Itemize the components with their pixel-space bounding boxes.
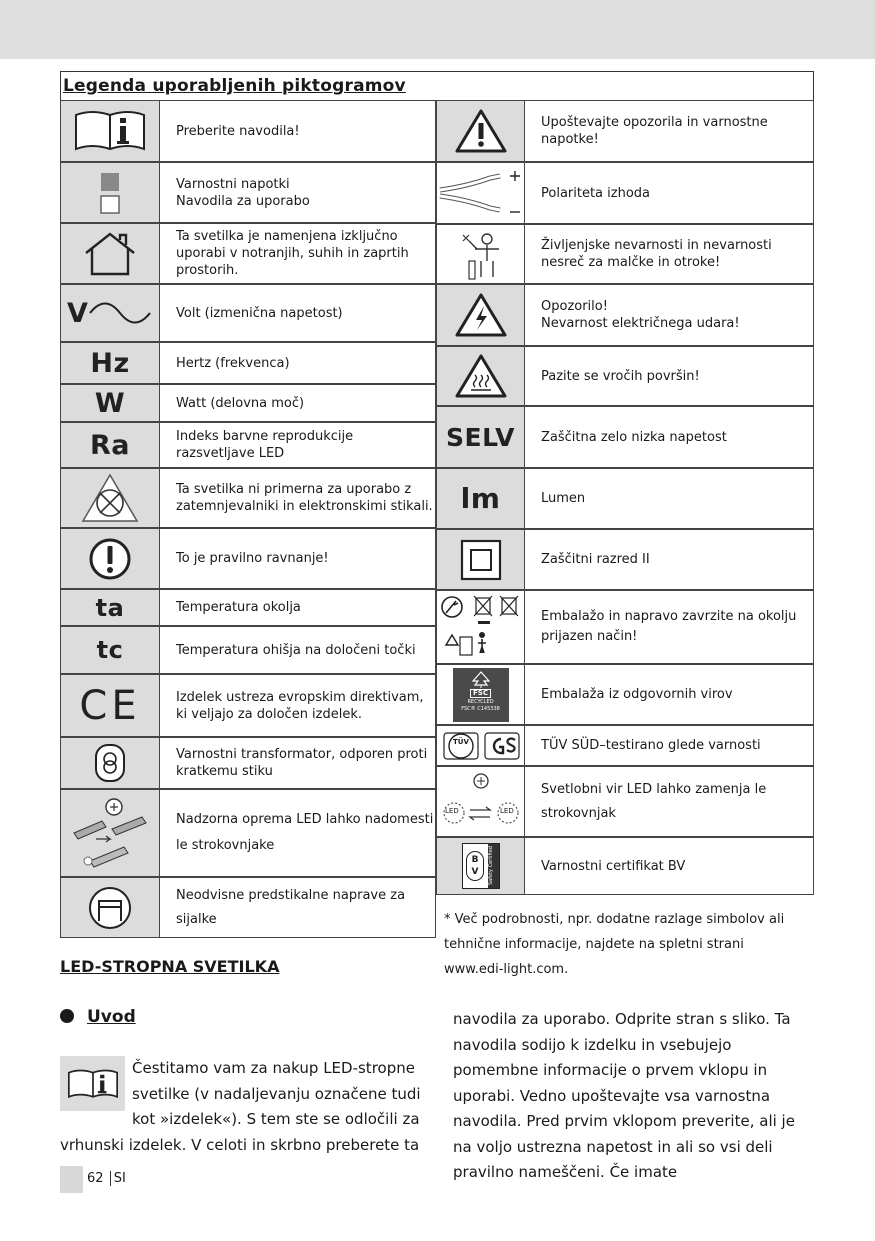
watt-symbol: W — [94, 387, 126, 419]
page-num: 62 — [87, 1171, 104, 1186]
legend-text: Lumen — [525, 468, 814, 529]
independent-ballast-icon — [60, 877, 160, 938]
legend-text: Watt (delovna moč) — [160, 384, 436, 422]
page-number — [87, 1171, 126, 1186]
bullet-icon — [60, 1009, 74, 1023]
bv-logo — [462, 843, 500, 889]
ce-symbol: CE — [79, 682, 141, 729]
exclamation-circle-icon — [60, 528, 160, 589]
bv-side-label: Safety Certified — [488, 844, 499, 888]
safety-squares-icon — [60, 162, 160, 223]
led-control-gear-icon — [60, 789, 160, 877]
page-marker — [60, 1166, 83, 1193]
led-replace-icon — [436, 766, 525, 837]
hot-surface-icon — [436, 346, 525, 406]
legend-text: Ta svetilka je namenjena izključno uporabi v notranjih, suhih in zaprtih prostorih. — [160, 223, 436, 284]
book-info-icon — [60, 100, 160, 162]
no-dimmer-icon — [60, 468, 160, 528]
ce-mark-icon — [60, 674, 160, 737]
legend-text: Ta svetilka ni primerna za uporabo z zatemnjevalniki in elektronskimi stikali. — [160, 468, 436, 528]
protection-class-2-icon — [436, 529, 525, 590]
subsection-title: Uvod — [87, 1007, 136, 1027]
child-hazard-icon — [436, 224, 525, 284]
lumen-symbol: lm — [460, 482, 501, 515]
tc-icon — [60, 626, 160, 674]
legend-text: To je pravilno ravnanje! — [160, 528, 436, 589]
tuv-gs-icon — [436, 725, 525, 766]
fsc-logo — [453, 668, 509, 722]
icon-spacer — [60, 1056, 132, 1132]
legend-text: Embalaža iz odgovornih virov — [525, 664, 814, 725]
legend-text: Upoštevajte opozorila in varnostne napotke! — [525, 100, 814, 162]
lumen-icon — [436, 468, 525, 529]
electric-shock-icon — [436, 284, 525, 346]
ra-icon — [60, 422, 160, 468]
intro-right-text: navodila za uporabo. Odprite stran s sliko. Ta navodila sodijo k izdelku in vsebujejo pomembne informacije o prvem vklopu in uporabi. Vedno upoštevajte vsa varnostna navodila. Pred prvim vklopom preverite, ali je na voljo ustrezna napetost in ali so vsi deli pravilno nameščeni. Če imate — [453, 1010, 795, 1181]
legend-text: Zaščitna zelo nizka napetost — [525, 406, 814, 468]
volt-ac-icon — [60, 284, 160, 342]
bv-cert-icon — [436, 837, 525, 895]
recycling-disposal-icon — [436, 590, 525, 664]
legend-text: Varnostni certifikat BV — [525, 837, 814, 895]
ra-symbol: Ra — [89, 429, 130, 461]
legend-text: Izdelek ustreza evropskim direktivam, ki veljajo za določen izdelek. — [160, 674, 436, 737]
legend-text: Indeks barvne reprodukcije razsvetljave LED — [160, 422, 436, 468]
hertz-icon — [60, 342, 160, 384]
tuv-label: TÜV — [453, 738, 469, 746]
legend-title: Legenda uporabljenih piktogramov — [63, 76, 406, 96]
legend-text: Varnostni napotki Navodila za uporabo — [160, 162, 436, 223]
led-label-left: LED — [445, 807, 459, 815]
section-title: LED-STROPNA SVETILKA — [60, 957, 280, 976]
fsc-code: FSC® C145338 — [461, 705, 500, 712]
bv-label: B V — [466, 851, 484, 881]
legend-text: Svetlobni vir LED lahko zamenja le strokovnjak — [525, 766, 814, 837]
warning-triangle-icon — [436, 100, 525, 162]
safety-transformer-icon — [60, 737, 160, 789]
legend-text: Polariteta izhoda — [525, 162, 814, 224]
legend-text: Temperatura okolja — [160, 589, 436, 626]
tc-symbol: tc — [96, 636, 124, 664]
legend-header — [60, 71, 814, 100]
legend-footnote: * Več podrobnosti, npr. dodatne razlage simbolov ali tehnične informacije, najdete na spletni strani www.edi-light.com. — [444, 912, 785, 977]
page-lang: SI — [110, 1171, 126, 1186]
fsc-label: FSC — [470, 689, 491, 698]
selv-symbol: SELV — [446, 422, 515, 452]
top-band — [0, 0, 875, 59]
hertz-symbol: Hz — [90, 347, 130, 379]
watt-icon — [60, 384, 160, 422]
legend-text: Življenjske nevarnosti in nevarnosti nesreč za malčke in otroke! — [525, 224, 814, 284]
led-label-right: LED — [500, 807, 514, 815]
house-icon — [60, 223, 160, 284]
legend-text: Opozorilo! Nevarnost električnega udara! — [525, 284, 814, 346]
legend-text: Embalažo in napravo zavrzite na okolju prijazen način! — [525, 590, 814, 664]
legend-text: Nadzorna oprema LED lahko nadomesti le strokovnjake — [160, 789, 436, 877]
volt-symbol: V — [67, 297, 89, 329]
legend-text: Varnostni transformator, odporen proti kratkemu stiku — [160, 737, 436, 789]
legend-text: TÜV SÜD–testirano glede varnosti — [525, 725, 814, 766]
ta-symbol: ta — [95, 593, 125, 622]
legend-text: Temperatura ohišja na določeni točki — [160, 626, 436, 674]
legend-text: Zaščitni razred II — [525, 529, 814, 590]
legend-text: Hertz (frekvenca) — [160, 342, 436, 384]
intro-left: Čestitamo vam za nakup LED-stropne svetilke (v nadaljevanju označene tudi kot »izdelek«). S tem ste se odločili za vrhunski izdelek. V celoti in skrbno preberete ta — [60, 1059, 421, 1154]
polarity-wires-icon — [436, 162, 525, 224]
legend-text: Pazite se vročih površin! — [525, 346, 814, 406]
fsc-sub: RECYCLED — [467, 698, 494, 705]
legend-text: Neodvisne predstikalne naprave za sijalke — [160, 877, 436, 938]
legend-text: Volt (izmenična napetost) — [160, 284, 436, 342]
selv-icon — [436, 406, 525, 468]
fsc-icon — [436, 664, 525, 725]
ta-icon — [60, 589, 160, 626]
intro-left-text — [60, 1056, 432, 1158]
legend-text: Preberite navodila! — [160, 100, 436, 162]
